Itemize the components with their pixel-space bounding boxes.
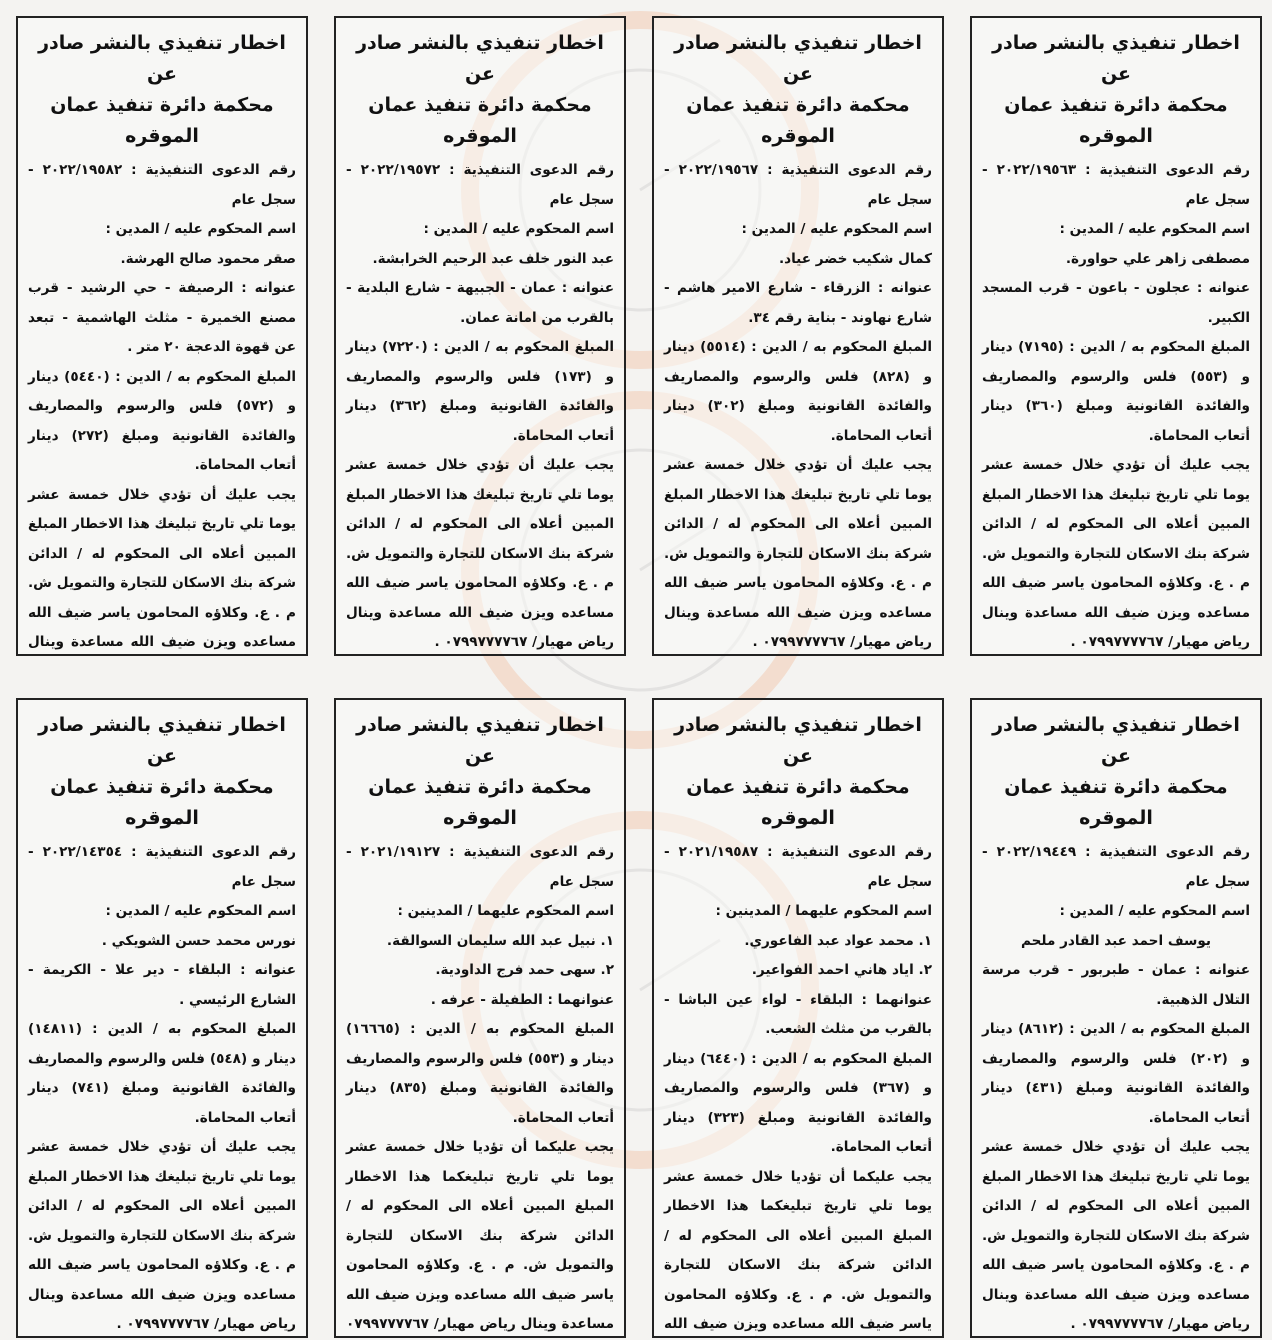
notice-card bbox=[16, 698, 308, 1338]
notice-title bbox=[664, 28, 932, 152]
case-number: رقم الدعوى التنفيذية : ٢٠٢٢/١٩٥٦٣ - سجل عام bbox=[982, 162, 1250, 208]
debtor-label: اسم المحكوم عليهما / المدينين : bbox=[397, 903, 614, 919]
debtor-label: اسم المحكوم عليهما / المدينين : bbox=[715, 903, 932, 919]
demand-text: يجب عليك أن تؤدي خلال خمسة عشر يوما تلي تاريخ تبليغك هذا الاخطار المبلغ المبين أعلاه الى المحكوم له / الدائن شركة بنك الاسكان للتجارة والتمويل ش. م . ع. وكلاؤه المحامون ياسر ضيف الله مساعده ويزن ضيف الله مساعدة وينال رياض مهيار/ ٠٧٩٩٧٧٧٧٦٧ . bbox=[346, 457, 614, 650]
notice-card bbox=[970, 698, 1262, 1338]
notice-title bbox=[346, 28, 614, 152]
notice-title-line-1: اخطار تنفيذي بالنشر صادر عن bbox=[38, 32, 286, 85]
notice-title bbox=[28, 710, 296, 834]
demand-text: يجب عليك أن تؤدي خلال خمسة عشر يوما تلي تاريخ تبليغك هذا الاخطار المبلغ المبين أعلاه الى المحكوم له / الدائن شركة بنك الاسكان للتجارة والتمويل ش. م . ع. وكلاؤه المحامون ياسر ضيف الله مساعده ويزن ضيف الله مساعدة وينال رياض مهيار/ ٠٧٩٩٧٧٧٧٦٧ . bbox=[982, 1139, 1250, 1332]
case-number: رقم الدعوى التنفيذية : ٢٠٢١/١٩١٢٧ - سجل عام bbox=[346, 844, 614, 890]
notice-title-line-2: محكمة دائرة تنفيذ عمان الموقره bbox=[368, 94, 592, 147]
notice-card bbox=[652, 16, 944, 656]
demand-text: يجب عليك أن تؤدي خلال خمسة عشر يوما تلي تاريخ تبليغك هذا الاخطار المبلغ المبين أعلاه الى المحكوم له / الدائن شركة بنك الاسكان للتجارة والتمويل ش. م . ع. وكلاؤه المحامون ياسر ضيف الله مساعده ويزن ضيف الله مساعدة وينال رياض مهيار/ ٠٧٩٩٧٧٧٧٦٧ . bbox=[28, 1139, 296, 1332]
notice-title-line-1: اخطار تنفيذي بالنشر صادر عن bbox=[992, 32, 1240, 85]
debtor-address: عنوانهما : الطفيلة - عرفه . bbox=[430, 991, 614, 1008]
notice-title-line-2: محكمة دائرة تنفيذ عمان الموقره bbox=[368, 776, 592, 829]
amount-text: المبلغ المحكوم به / الدين : (٧٢٢٠) دينار و (١٧٣) فلس والرسوم والمصاريف والفائدة القانونية ومبلغ (٣٦٢) دينار أتعاب المحاماة. bbox=[346, 339, 614, 444]
debtor-name-2: ٢. سهى حمد فرج الداودية. bbox=[435, 962, 614, 978]
notice-title bbox=[982, 28, 1250, 152]
amount-text: المبلغ المحكوم به / الدين : (١٦٦٦٥) دينار و (٥٥٣) فلس والرسوم والمصاريف والفائدة القانونية ومبلغ (٨٣٥) دينار أتعاب المحاماة. bbox=[346, 1021, 614, 1126]
notice-title-line-1: اخطار تنفيذي بالنشر صادر عن bbox=[674, 714, 922, 767]
notice-title-line-2: محكمة دائرة تنفيذ عمان الموقره bbox=[50, 94, 274, 147]
notice-title-line-1: اخطار تنفيذي بالنشر صادر عن bbox=[356, 714, 604, 767]
notice-title-line-1: اخطار تنفيذي بالنشر صادر عن bbox=[674, 32, 922, 85]
notice-title-line-2: محكمة دائرة تنفيذ عمان الموقره bbox=[686, 776, 910, 829]
amount-text: المبلغ المحكوم به / الدين : (٧١٩٥) دينار و (٥٥٣) فلس والرسوم والمصاريف والفائدة القانونية ومبلغ (٣٦٠) دينار أتعاب المحاماة. bbox=[982, 339, 1250, 444]
debtor-address: عنوانه : عمان - الجبيهة - شارع البلدية - بالقرب من امانة عمان. bbox=[346, 280, 614, 326]
debtor-name: عبد النور خلف عبد الرحيم الخرابشة. bbox=[372, 250, 614, 267]
demand-text: يجب عليك أن تؤدي خلال خمسة عشر يوما تلي تاريخ تبليغك هذا الاخطار المبلغ المبين أعلاه الى المحكوم له / الدائن شركة بنك الاسكان للتجارة والتمويل ش. م . ع. وكلاؤه المحامون ياسر ضيف الله مساعده ويزن ضيف الله مساعدة وينال رياض مهيار/ ٠٧٩٩٧٧٧٧٦٧ . bbox=[664, 457, 932, 650]
notice-card bbox=[16, 16, 308, 656]
debtor-address: عنوانهما : البلقاء - لواء عين الباشا - بالقرب من مثلث الشعب. bbox=[664, 991, 932, 1037]
amount-text: المبلغ المحكوم به / الدين : (٥٤٤٠) دينار و (٥٧٢) فلس والرسوم والمصاريف والفائدة القانونية ومبلغ (٢٧٢) دينار أتعاب المحاماة. bbox=[28, 368, 296, 473]
debtor-label: اسم المحكوم عليه / المدين : bbox=[105, 221, 296, 237]
amount-text: المبلغ المحكوم به / الدين : (٦٤٤٠) دينار و (٣٦٧) فلس والرسوم والمصاريف والفائدة القانونية ومبلغ (٣٢٣) دينار أتعاب المحاماة. bbox=[664, 1050, 932, 1155]
debtor-name-2: ٢. اياد هاني احمد الفواعير. bbox=[751, 962, 932, 978]
case-number: رقم الدعوى التنفيذية : ٢٠٢٢/١٩٤٤٩ - سجل عام bbox=[982, 844, 1250, 890]
debtor-address: عنوانه : عمان - طبربور - قرب مرسة التلال الذهبية. bbox=[982, 962, 1250, 1008]
notice-card bbox=[970, 16, 1262, 656]
notice-title-line-2: محكمة دائرة تنفيذ عمان الموقره bbox=[686, 94, 910, 147]
case-number: رقم الدعوى التنفيذية : ٢٠٢٢/١٩٥٦٧ - سجل عام bbox=[664, 162, 932, 208]
demand-text: يجب عليكما أن تؤديا خلال خمسة عشر يوما تلي تاريخ تبليغكما هذا الاخطار المبلغ المبين أعلاه الى المحكوم له / الدائن شركة بنك الاسكان للتجارة والتمويل ش. م . ع. وكلاؤه المحامون ياسر ضيف الله مساعده ويزن ضيف الله مساعدة وينال رياض مهيار/ ٠٧٩٩٧٧٧٧٦٧ bbox=[346, 1139, 614, 1332]
notice-title bbox=[346, 710, 614, 834]
notice-card bbox=[652, 698, 944, 1338]
debtor-address: عنوانه : الزرقاء - شارع الامير هاشم - شارع نهاوند - بناية رقم ٣٤. bbox=[664, 280, 932, 326]
debtor-label: اسم المحكوم عليه / المدين : bbox=[741, 221, 932, 237]
debtor-label: اسم المحكوم عليه / المدين : bbox=[105, 903, 296, 919]
notice-title bbox=[982, 710, 1250, 834]
debtor-name: صقر محمود صالح الهرشة. bbox=[120, 250, 296, 267]
notice-card bbox=[334, 16, 626, 656]
amount-text: المبلغ المحكوم به / الدين : (٨٦١٢) دينار و (٢٠٢) فلس والرسوم والمصاريف والفائدة القانونية ومبلغ (٤٣١) دينار أتعاب المحاماة. bbox=[982, 1021, 1250, 1126]
notice-title-line-1: اخطار تنفيذي بالنشر صادر عن bbox=[38, 714, 286, 767]
notice-title-line-1: اخطار تنفيذي بالنشر صادر عن bbox=[356, 32, 604, 85]
debtor-name: نورس محمد حسن الشويكي . bbox=[101, 932, 296, 949]
debtor-label: اسم المحكوم عليه / المدين : bbox=[423, 221, 614, 237]
notice-card bbox=[334, 698, 626, 1338]
notice-title-line-2: محكمة دائرة تنفيذ عمان الموقره bbox=[1004, 94, 1228, 147]
debtor-address: عنوانه : البلقاء - دير علا - الكريمة - الشارع الرئيسي . bbox=[28, 962, 296, 1008]
notice-title bbox=[664, 710, 932, 834]
case-number: رقم الدعوى التنفيذية : ٢٠٢٢/١٤٣٥٤ - سجل عام bbox=[28, 844, 296, 890]
amount-text: المبلغ المحكوم به / الدين : (١٤٨١١) دينار و (٥٤٨) فلس والرسوم والمصاريف والفائدة القانونية ومبلغ (٧٤١) دينار أتعاب المحاماة. bbox=[28, 1021, 296, 1126]
debtor-address: عنوانه : الرصيفة - حي الرشيد - قرب مصنع الخميرة - مثلث الهاشمية - تبعد عن قهوة الدعجة ٢٠ متر . bbox=[28, 280, 296, 355]
case-number: رقم الدعوى التنفيذية : ٢٠٢٢/١٩٥٧٢ - سجل عام bbox=[346, 162, 614, 208]
debtor-name: مصطفى زاهر علي حواورة. bbox=[1065, 250, 1250, 267]
amount-text: المبلغ المحكوم به / الدين : (٥٥١٤) دينار و (٨٢٨) فلس والرسوم والمصاريف والفائدة القانونية ومبلغ (٣٠٢) دينار أتعاب المحاماة. bbox=[664, 339, 932, 444]
case-number: رقم الدعوى التنفيذية : ٢٠٢١/١٩٥٨٧ - سجل عام bbox=[664, 844, 932, 890]
notice-title-line-1: اخطار تنفيذي بالنشر صادر عن bbox=[992, 714, 1240, 767]
debtor-address: عنوانه : عجلون - باعون - قرب المسجد الكبير. bbox=[982, 280, 1250, 326]
debtor-name: ١. نبيل عبد الله سليمان السوالقة. bbox=[386, 932, 614, 949]
notice-title bbox=[28, 28, 296, 152]
notice-title-line-2: محكمة دائرة تنفيذ عمان الموقره bbox=[1004, 776, 1228, 829]
debtor-name: ١. محمد عواد عبد الفاعوري. bbox=[744, 932, 932, 949]
debtor-name: يوسف احمد عبد القادر ملحم bbox=[1020, 932, 1212, 949]
case-number: رقم الدعوى التنفيذية : ٢٠٢٢/١٩٥٨٢ - سجل عام bbox=[28, 162, 296, 208]
notice-title-line-2: محكمة دائرة تنفيذ عمان الموقره bbox=[50, 776, 274, 829]
demand-text: يجب عليك أن تؤدي خلال خمسة عشر يوما تلي تاريخ تبليغك هذا الاخطار المبلغ المبين أعلاه الى المحكوم له / الدائن شركة بنك الاسكان للتجارة والتمويل ش. م . ع. وكلاؤه المحامون ياسر ضيف الله مساعده ويزن ضيف الله مساعدة وينال رياض مهيار/ ٠٧٩٩٧٧٧٧٦٧ . bbox=[982, 457, 1250, 650]
demand-text: يجب عليك أن تؤدي خلال خمسة عشر يوما تلي تاريخ تبليغك هذا الاخطار المبلغ المبين أعلاه الى المحكوم له / الدائن شركة بنك الاسكان للتجارة والتمويل ش. م . ع. وكلاؤه المحامون ياسر ضيف الله مساعده ويزن ضيف الله مساعدة وينال bbox=[28, 486, 296, 650]
demand-text: يجب عليكما أن تؤديا خلال خمسة عشر يوما تلي تاريخ تبليغكما هذا الاخطار المبلغ المبين أعلاه الى المحكوم له / الدائن شركة بنك الاسكان للتجارة والتمويل ش. م . ع. وكلاؤه المحامون ياسر ضيف الله مساعده ويزن ضيف الله bbox=[664, 1168, 932, 1332]
debtor-name: كمال شكيب خضر عياد. bbox=[778, 250, 932, 267]
debtor-label: اسم المحكوم عليه / المدين : bbox=[1059, 903, 1250, 919]
debtor-label: اسم المحكوم عليه / المدين : bbox=[1059, 221, 1250, 237]
